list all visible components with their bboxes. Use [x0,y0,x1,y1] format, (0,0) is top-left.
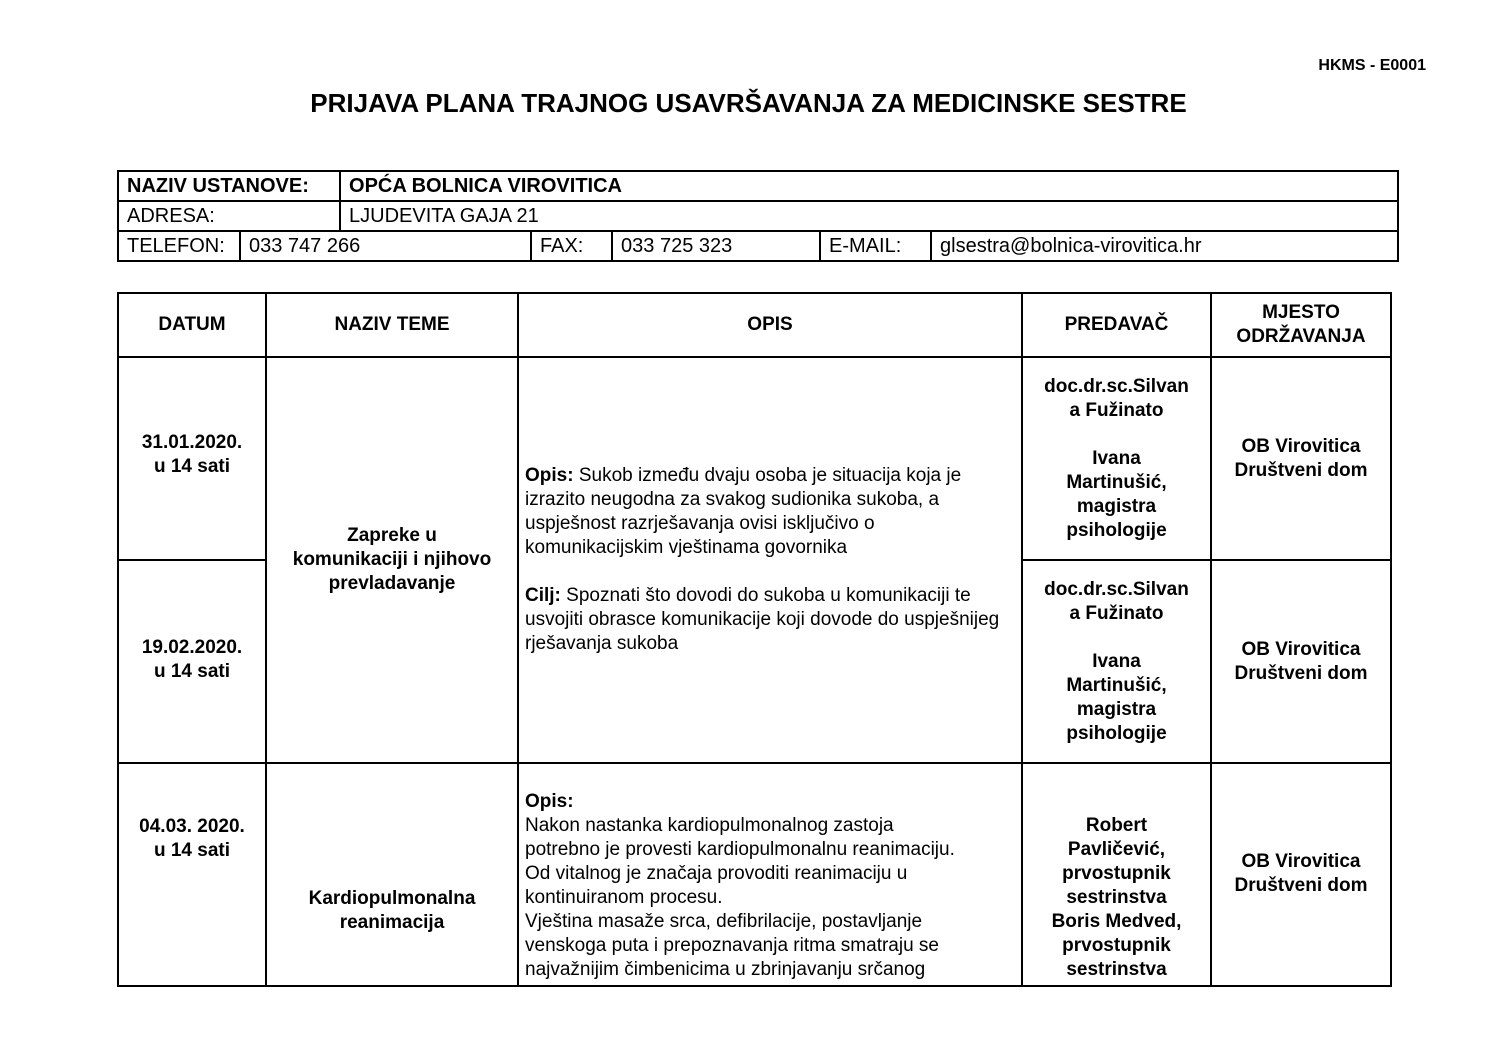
institution-name-value: OPĆA BOLNICA VIROVITICA [340,171,1398,201]
form-code: HKMS - E0001 [1318,57,1426,74]
topic-cell [266,357,518,763]
place-cell [1211,763,1391,986]
opis-label: Opis: [525,465,574,486]
document-title: PRIJAVA PLANA TRAJNOG USAVRŠAVANJA ZA MEDICINSKE SESTRE [310,88,1187,118]
topic-line: komunikaciji i njihovo [292,549,492,570]
header-naziv-teme: NAZIV TEME [266,293,518,357]
opis-label: Opis: [525,791,574,812]
lecturer-cell [1022,763,1211,986]
place-line: OB Virovitica [1241,638,1361,660]
lecturer-line: prvostupnik [1062,935,1171,956]
description-cell [518,357,1022,763]
description-opis [525,464,1015,560]
lecturer-line: a Fužinato [1069,399,1164,421]
lecturer-line: magistra [1076,698,1157,720]
opis-line: najvažnijim čimbenicima u zbrinjavanju srčanog [525,959,926,980]
description-cilj [525,584,1015,656]
date: 04.03. 2020. [139,816,245,837]
place-line: OB Virovitica [1241,851,1361,872]
place-line: OB Virovitica [1241,435,1361,457]
header-opis: OPIS [518,293,1022,357]
plan-header-row [118,293,1391,357]
lecturer-line: magistra [1076,495,1157,517]
date-cell [118,763,266,986]
topic-line: Zapreke u [347,525,437,546]
opis-line: potrebno je provesti kardiopulmonalnu reanimaciju. [525,839,955,860]
email-label: E-MAIL: [820,231,931,261]
institution-address-row [118,201,1398,231]
topic-line: reanimacija [339,912,445,933]
institution-name-label: NAZIV USTANOVE: [118,171,340,201]
date: 19.02.2020. [141,637,243,658]
cilj-label: Cilj: [525,585,561,606]
date-cell [118,560,266,763]
phone-value: 033 747 266 [240,231,531,261]
time: u 14 sati [153,661,231,682]
opis-line: Od vitalnog je značaja provoditi reanimaciju u [525,863,908,884]
lecturer-line: doc.dr.sc.Silvan [1044,578,1189,600]
time: u 14 sati [153,456,231,477]
opis-text: Sukob između dvaju osoba je situacija koja je izrazito neugodna za svakog sudionika sukoba, a uspješnost razrješavanja ovisi isključivo o komunikacijskim vještinama govornika [525,465,962,558]
lecturer-line: Martinušić, [1066,674,1167,696]
address-label: ADRESA: [118,201,340,231]
header-mjesto-line2: ODRŽAVANJA [1236,326,1366,347]
institution-table [117,170,1399,262]
lecturer-line: Pavličević, [1067,839,1166,860]
place-cell [1211,560,1391,763]
institution-contact-row [118,231,1398,261]
lecturer-line: Ivana [1092,650,1141,672]
place-line: Društveni dom [1234,662,1368,684]
date-cell [118,357,266,560]
header-datum: DATUM [118,293,266,357]
cilj-text: Spoznati što dovodi do sukoba u komunikaciji te usvojiti obrasce komunikacije koji dovode do uspješnijeg rješavanja sukoba [525,585,1000,654]
topic-cell [266,763,518,986]
place-cell [1211,357,1391,560]
lecturer-line: sestrinstva [1066,887,1167,908]
time: u 14 sati [153,840,231,861]
lecturer-line: prvostupnik [1062,863,1171,884]
header-mjesto-line1: MJESTO [1262,302,1340,323]
header-predavac: PREDAVAČ [1022,293,1211,357]
opis-line: Nakon nastanka kardiopulmonalnog zastoja [525,815,894,836]
opis-line: Vještina masaže srca, defibrilacije, postavljanje [525,911,923,932]
plan-row [118,357,1391,560]
topic-line: prevladavanje [328,573,456,594]
date: 31.01.2020. [141,432,243,453]
lecturer-line: Boris Medved, [1051,911,1182,932]
header-mjesto [1211,293,1391,357]
fax-label: FAX: [531,231,612,261]
lecturer-line: Robert [1085,815,1148,836]
lecturer-line: psihologije [1066,722,1167,744]
lecturer-line: a Fužinato [1069,602,1164,624]
lecturer-line: doc.dr.sc.Silvan [1044,375,1189,397]
plan-table [117,292,1392,987]
fax-value: 033 725 323 [612,231,820,261]
phone-label: TELEFON: [118,231,240,261]
topic-line: Kardiopulmonalna [308,888,476,909]
opis-line: kontinuiranom procesu. [525,887,723,908]
lecturer-line: Ivana [1092,447,1141,469]
institution-name-row [118,171,1398,201]
email-value: glsestra@bolnica-virovitica.hr [931,231,1398,261]
lecturer-line: Martinušić, [1066,471,1167,493]
address-value: LJUDEVITA GAJA 21 [340,201,1398,231]
plan-row [118,763,1391,986]
lecturer-cell [1022,357,1211,560]
lecturer-line: sestrinstva [1066,959,1167,980]
place-line: Društveni dom [1234,875,1368,896]
description-cell [518,763,1022,986]
opis-line: venskoga puta i prepoznavanja ritma smatraju se [525,935,940,956]
lecturer-line: psihologije [1066,519,1167,541]
lecturer-cell [1022,560,1211,763]
place-line: Društveni dom [1234,459,1368,481]
